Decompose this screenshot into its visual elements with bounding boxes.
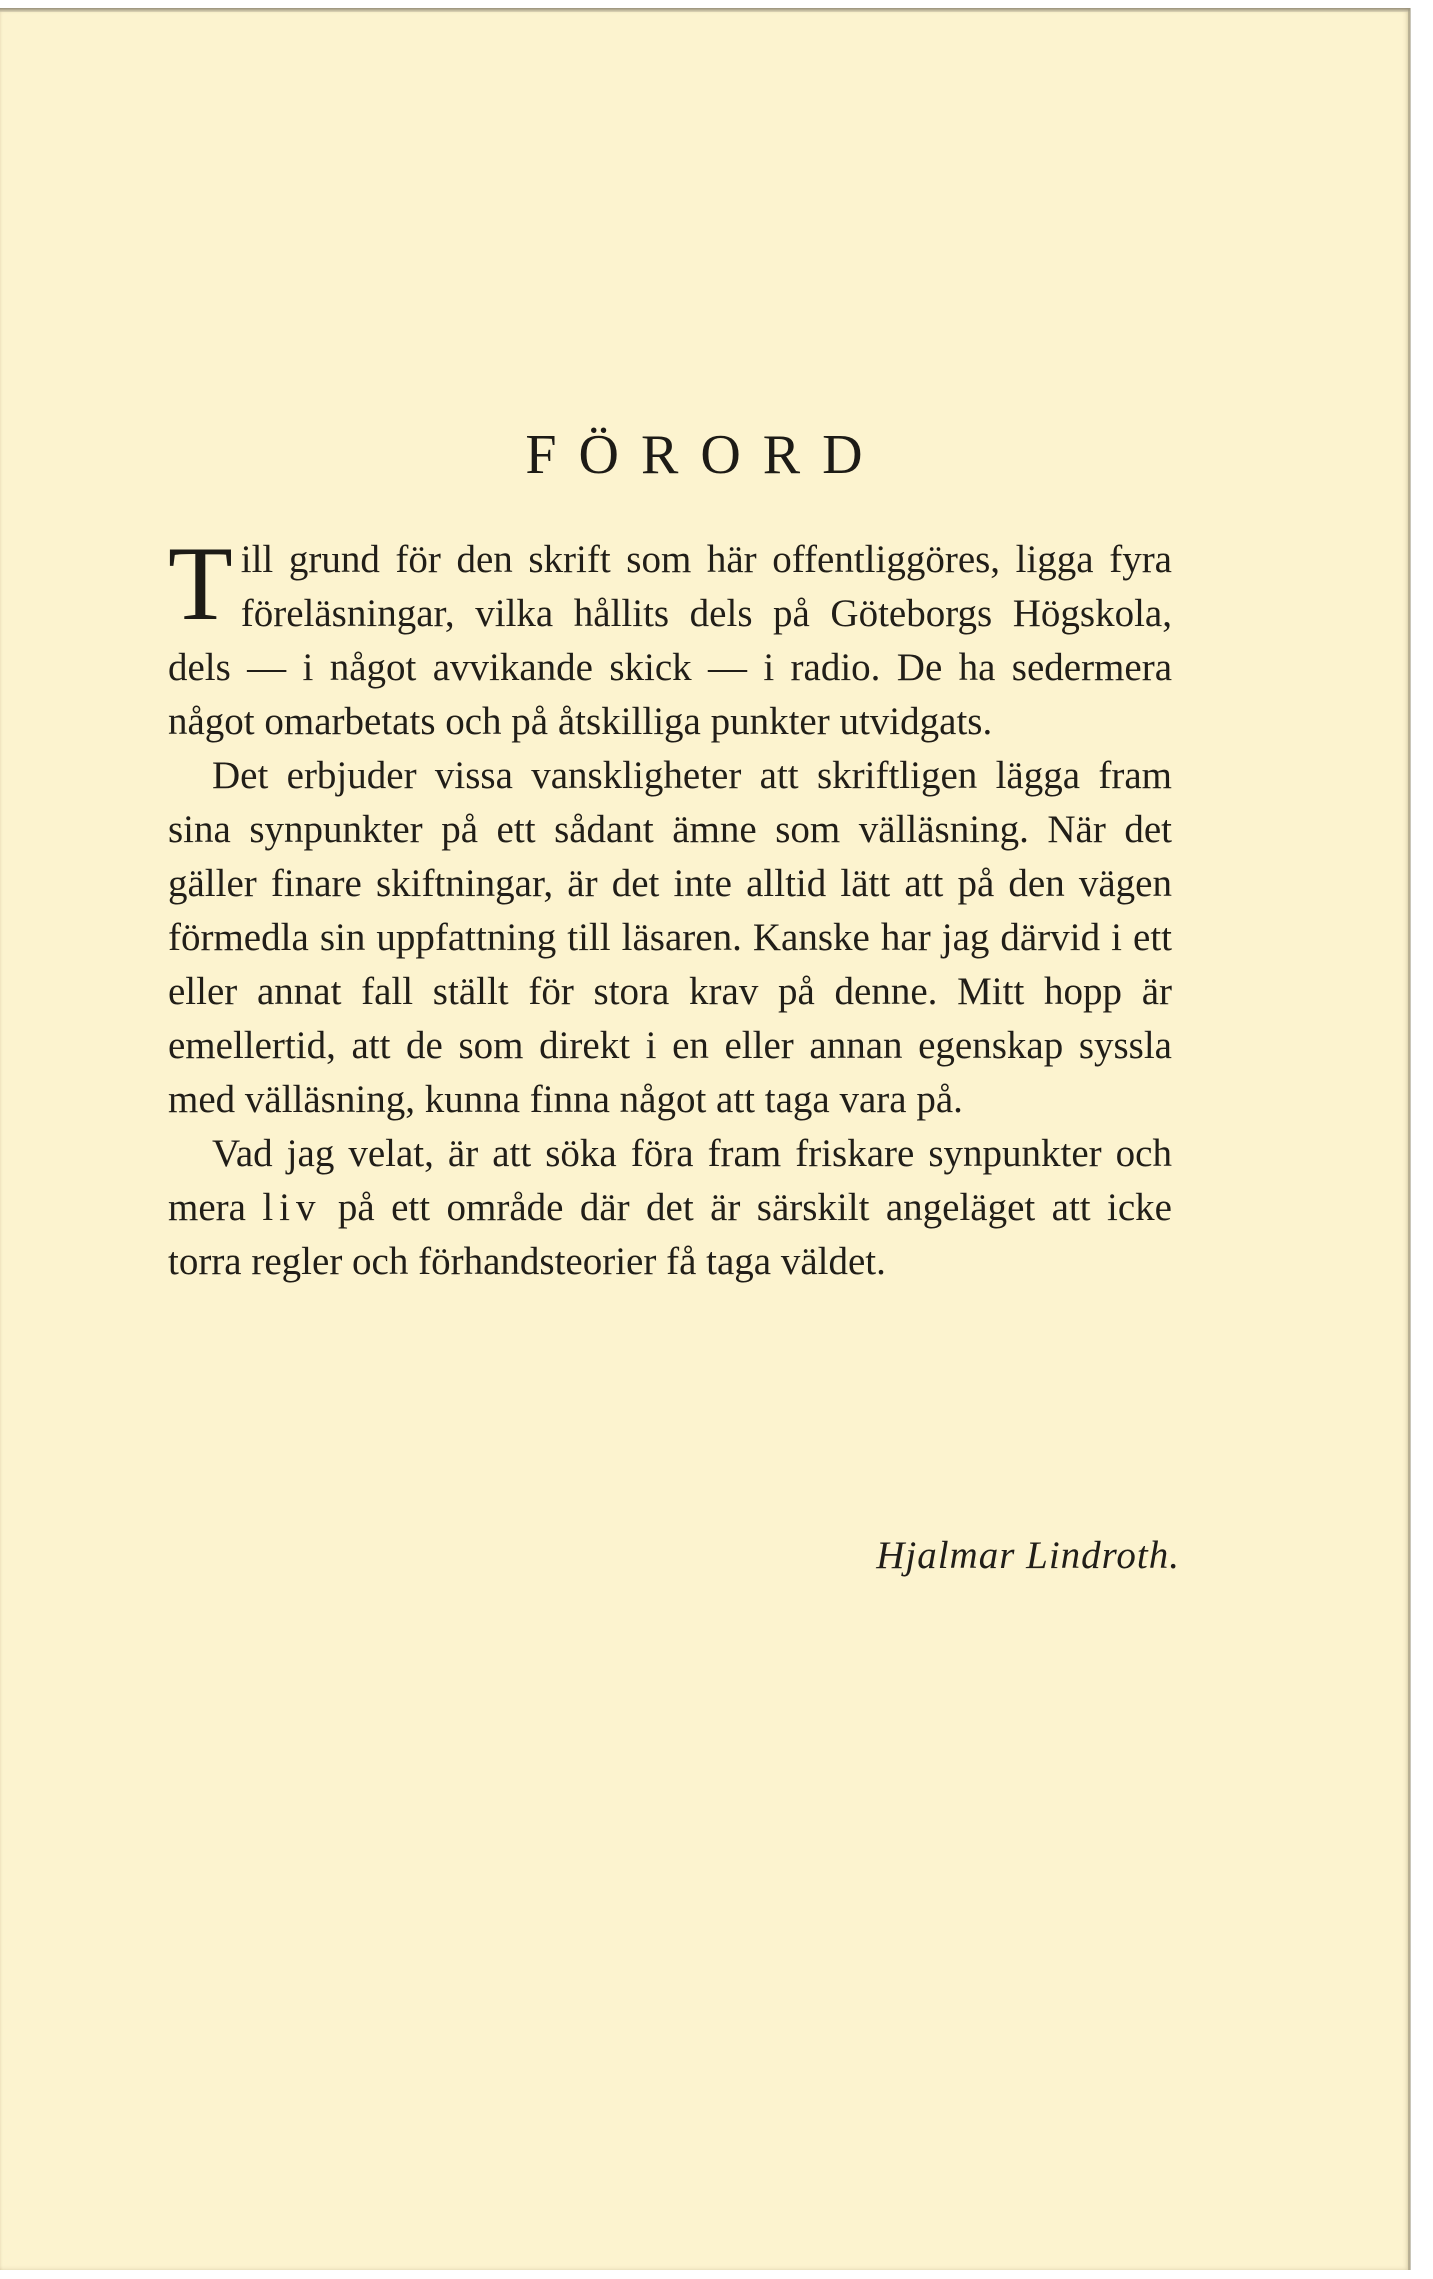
paragraph-2: Det erbjuder vissa vanskligheter att skriftligen lägga fram sina synpunkter på ett sådant ämne som välläsning. När det gäller finare skiftningar, är det inte alltid lätt att på den vägen förmedla sin uppfattning till läsaren. Kanske har jag därvid i ett eller annat fall ställt för stora krav på denne. Mitt hopp är emellertid, att de som direkt i en eller annan egenskap syssla med välläsning, kunna finna något att taga vara på. bbox=[168, 754, 1172, 1121]
page-right-edge bbox=[1408, 8, 1411, 2270]
page-heading: FÖRORD bbox=[525, 424, 885, 486]
drop-cap: T bbox=[168, 525, 233, 642]
author-signature: Hjalmar Lindroth. bbox=[876, 1534, 1180, 1577]
preface-text bbox=[168, 525, 1172, 1289]
paragraph-1 bbox=[168, 525, 1172, 749]
page-top-edge bbox=[0, 8, 1410, 12]
paragraph-3 bbox=[168, 1127, 1172, 1289]
paragraph-1-text: ill grund för den skrift som här offentliggöres, ligga fyra föreläsningar, vilka hållits dels på Göteborgs Högskola, dels — i något avvikande skick — i radio. De ha sedermera något omarbetats och på åtskilliga punkter utvidgats. bbox=[168, 538, 1172, 743]
paragraph-3-start: Vad jag velat, är att söka föra fram friskare synpunkter och mera bbox=[168, 1132, 1172, 1229]
book-page bbox=[0, 8, 1410, 2270]
paragraph-3-end: på ett område där det är särskilt angeläget att icke torra regler och förhandsteorier få taga väldet. bbox=[168, 1186, 1172, 1283]
paragraph-3-emphasis: liv bbox=[262, 1186, 322, 1229]
